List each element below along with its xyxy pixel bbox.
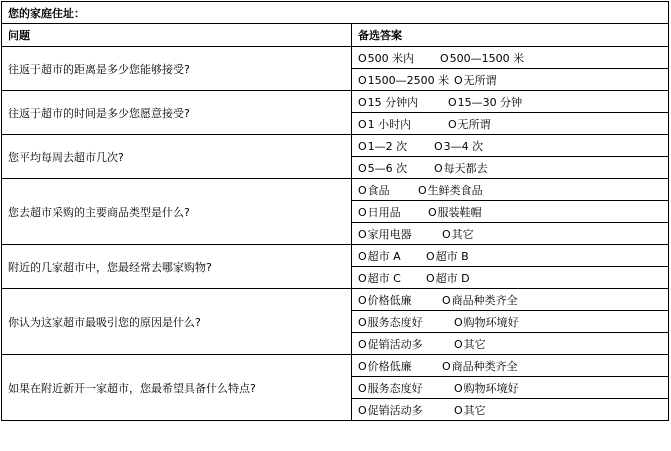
option-radio[interactable]: O促销活动多 bbox=[358, 403, 423, 417]
radio-circle-icon: O bbox=[358, 183, 367, 197]
option-radio[interactable]: O服装鞋帽 bbox=[428, 205, 482, 219]
table-row bbox=[2, 179, 669, 201]
radio-circle-icon: O bbox=[418, 183, 427, 197]
radio-circle-icon: O bbox=[454, 315, 463, 329]
option-row bbox=[352, 179, 669, 201]
option-row bbox=[352, 113, 669, 135]
option-radio[interactable]: O无所谓 bbox=[448, 117, 491, 131]
option-row bbox=[352, 245, 669, 267]
option-radio[interactable]: O生鲜类食品 bbox=[418, 183, 483, 197]
option-row bbox=[352, 91, 669, 113]
radio-circle-icon: O bbox=[426, 271, 435, 285]
option-radio[interactable]: O其它 bbox=[442, 227, 474, 241]
radio-circle-icon: O bbox=[434, 161, 443, 175]
question-new-store-features: 如果在附近新开一家超市，您最希望具备什么特点? bbox=[2, 355, 352, 421]
option-radio[interactable]: O价格低廉 bbox=[358, 359, 412, 373]
table-row bbox=[2, 355, 669, 377]
question-frequency: 您平均每周去超市几次? bbox=[2, 135, 352, 179]
option-radio[interactable]: O商品种类齐全 bbox=[442, 359, 518, 373]
option-radio[interactable]: O无所谓 bbox=[454, 73, 497, 87]
option-radio[interactable]: O购物环境好 bbox=[454, 315, 519, 329]
option-radio[interactable]: O超市 B bbox=[426, 249, 469, 263]
option-radio[interactable]: O商品种类齐全 bbox=[442, 293, 518, 307]
radio-circle-icon: O bbox=[358, 249, 367, 263]
option-radio[interactable]: O超市 A bbox=[358, 249, 401, 263]
table-row bbox=[2, 289, 669, 311]
radio-circle-icon: O bbox=[442, 227, 451, 241]
option-radio[interactable]: O1—2 次 bbox=[358, 139, 408, 153]
radio-circle-icon: O bbox=[358, 381, 367, 395]
option-radio[interactable]: O1 小时内 bbox=[358, 117, 412, 131]
radio-circle-icon: O bbox=[448, 117, 457, 131]
answer-header: 备选答案 bbox=[352, 24, 669, 47]
radio-circle-icon: O bbox=[358, 403, 367, 417]
address-title: 您的家庭住址： bbox=[2, 2, 669, 24]
radio-circle-icon: O bbox=[358, 205, 367, 219]
option-radio[interactable]: O其它 bbox=[454, 403, 486, 417]
radio-circle-icon: O bbox=[358, 117, 367, 131]
survey-table bbox=[1, 1, 669, 421]
radio-circle-icon: O bbox=[442, 293, 451, 307]
option-row bbox=[352, 201, 669, 223]
radio-circle-icon: O bbox=[454, 381, 463, 395]
option-radio[interactable]: O每天都去 bbox=[434, 161, 488, 175]
radio-circle-icon: O bbox=[428, 205, 437, 219]
radio-circle-icon: O bbox=[358, 95, 367, 109]
option-row bbox=[352, 69, 669, 91]
option-row bbox=[352, 311, 669, 333]
option-radio[interactable]: O家用电器 bbox=[358, 227, 412, 241]
table-row bbox=[2, 245, 669, 267]
radio-circle-icon: O bbox=[358, 139, 367, 153]
radio-circle-icon: O bbox=[454, 337, 463, 351]
option-radio[interactable]: O1500—2500 米 bbox=[358, 73, 450, 87]
table-row bbox=[2, 91, 669, 113]
radio-circle-icon: O bbox=[358, 73, 367, 87]
option-radio[interactable]: O15 分钟内 bbox=[358, 95, 419, 109]
option-radio[interactable]: O服务态度好 bbox=[358, 315, 423, 329]
option-radio[interactable]: O食品 bbox=[358, 183, 390, 197]
option-row bbox=[352, 333, 669, 355]
radio-circle-icon: O bbox=[358, 271, 367, 285]
option-row bbox=[352, 377, 669, 399]
option-radio[interactable]: O其它 bbox=[454, 337, 486, 351]
radio-circle-icon: O bbox=[434, 139, 443, 153]
option-row bbox=[352, 399, 669, 421]
option-radio[interactable]: O500—1500 米 bbox=[440, 51, 525, 65]
radio-circle-icon: O bbox=[454, 73, 463, 87]
option-radio[interactable]: O促销活动多 bbox=[358, 337, 423, 351]
radio-circle-icon: O bbox=[442, 359, 451, 373]
option-radio[interactable]: O5—6 次 bbox=[358, 161, 408, 175]
option-row bbox=[352, 355, 669, 377]
radio-circle-icon: O bbox=[440, 51, 449, 65]
option-radio[interactable]: O超市 C bbox=[358, 271, 401, 285]
question-time: 往返于超市的时间是多少您愿意接受? bbox=[2, 91, 352, 135]
radio-circle-icon: O bbox=[358, 359, 367, 373]
title-row bbox=[2, 2, 669, 24]
table-row bbox=[2, 135, 669, 157]
survey-sheet bbox=[1, 1, 670, 449]
radio-circle-icon: O bbox=[448, 95, 457, 109]
option-radio[interactable]: O购物环境好 bbox=[454, 381, 519, 395]
radio-circle-icon: O bbox=[358, 51, 367, 65]
option-radio[interactable]: O服务态度好 bbox=[358, 381, 423, 395]
option-radio[interactable]: O价格低廉 bbox=[358, 293, 412, 307]
radio-circle-icon: O bbox=[358, 227, 367, 241]
header-row bbox=[2, 24, 669, 47]
option-row bbox=[352, 135, 669, 157]
question-distance: 往返于超市的距离是多少您能够接受? bbox=[2, 47, 352, 91]
option-row bbox=[352, 223, 669, 245]
option-row bbox=[352, 157, 669, 179]
option-row bbox=[352, 289, 669, 311]
radio-circle-icon: O bbox=[358, 337, 367, 351]
option-radio[interactable]: O3—4 次 bbox=[434, 139, 484, 153]
question-goods-type: 您去超市采购的主要商品类型是什么? bbox=[2, 179, 352, 245]
option-radio[interactable]: O超市 D bbox=[426, 271, 470, 285]
option-row bbox=[352, 47, 669, 69]
radio-circle-icon: O bbox=[358, 315, 367, 329]
question-preferred-store: 附近的几家超市中，您最经常去哪家购物? bbox=[2, 245, 352, 289]
radio-circle-icon: O bbox=[358, 161, 367, 175]
option-radio[interactable]: O日用品 bbox=[358, 205, 401, 219]
option-radio[interactable]: O15—30 分钟 bbox=[448, 95, 523, 109]
radio-circle-icon: O bbox=[454, 403, 463, 417]
radio-circle-icon: O bbox=[358, 293, 367, 307]
question-attraction: 你认为这家超市最吸引您的原因是什么? bbox=[2, 289, 352, 355]
option-row bbox=[352, 267, 669, 289]
table-row bbox=[2, 47, 669, 69]
question-header: 问题 bbox=[2, 24, 352, 47]
option-radio[interactable]: O500 米内 bbox=[358, 51, 415, 65]
radio-circle-icon: O bbox=[426, 249, 435, 263]
